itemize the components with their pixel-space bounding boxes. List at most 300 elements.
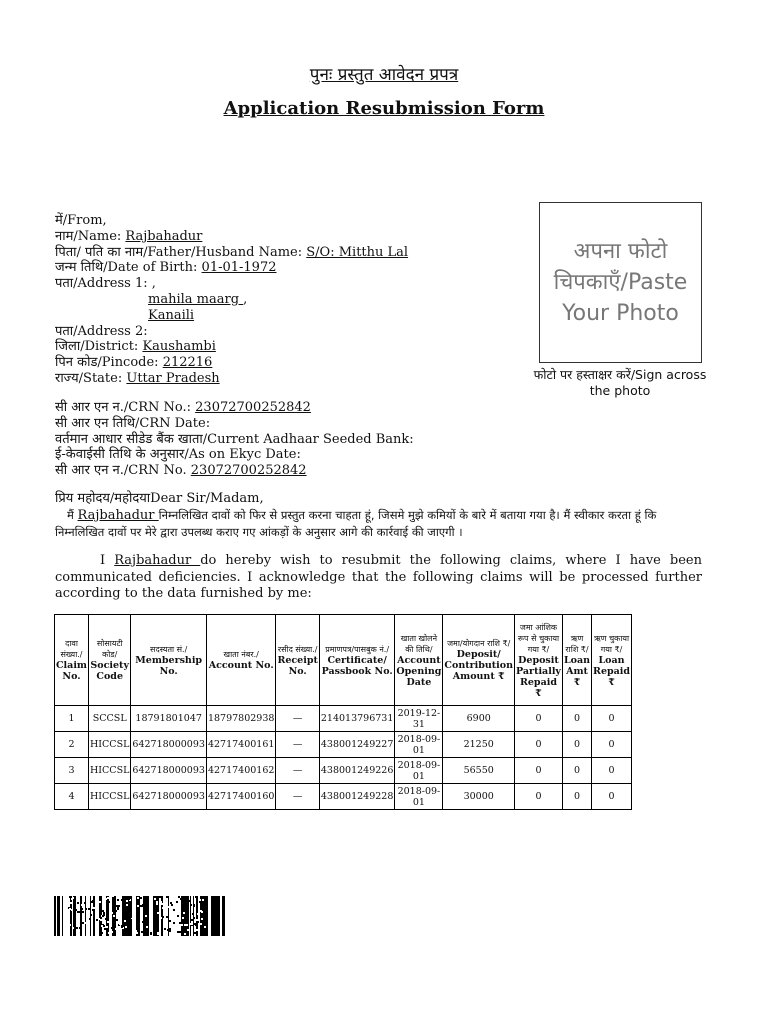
barcode-dot bbox=[85, 908, 87, 910]
barcode-dot bbox=[153, 908, 155, 910]
barcode-dot bbox=[206, 896, 208, 898]
barcode-stripe bbox=[62, 896, 63, 936]
barcode-dot bbox=[68, 927, 70, 929]
barcode-dot bbox=[193, 905, 195, 907]
pincode-row bbox=[55, 355, 525, 371]
barcode-dot bbox=[111, 912, 113, 914]
barcode-dot bbox=[206, 900, 208, 902]
barcode-dot bbox=[153, 901, 155, 903]
table-cell: 0 bbox=[515, 706, 563, 732]
crn-details bbox=[55, 400, 655, 479]
barcode-dot bbox=[166, 916, 168, 918]
barcode-dot bbox=[167, 929, 169, 931]
barcode-dot bbox=[191, 923, 193, 925]
barcode-dot bbox=[106, 926, 108, 928]
barcode-dot bbox=[169, 906, 171, 908]
state-label: राज्य/State: bbox=[55, 370, 127, 386]
barcode-dot bbox=[109, 926, 111, 928]
father-row bbox=[55, 245, 525, 261]
table-row bbox=[55, 758, 632, 784]
barcode-dot bbox=[107, 921, 109, 923]
table-cell: 2019-12-31 bbox=[395, 706, 443, 732]
table-cell: 438001249227 bbox=[319, 732, 395, 758]
header-hindi: जमा आंशिक रूप से चुकाया गया ₹/ bbox=[517, 622, 560, 654]
barcode-dot bbox=[198, 903, 200, 905]
barcode-dot bbox=[143, 928, 145, 930]
barcode-dot bbox=[78, 918, 80, 920]
barcode-dot bbox=[98, 918, 100, 920]
table-cell: 214013796731 bbox=[319, 706, 395, 732]
barcode-stripe bbox=[211, 896, 213, 936]
barcode-dot bbox=[189, 900, 191, 902]
barcode-dot bbox=[162, 916, 164, 918]
barcode-dot bbox=[115, 910, 117, 912]
table-cell: 42717400162 bbox=[206, 758, 276, 784]
barcode-dot bbox=[142, 921, 144, 923]
barcode-dot bbox=[202, 899, 204, 901]
barcode-dot bbox=[118, 905, 120, 907]
header-english: Deposit/ Contribution Amount ₹ bbox=[444, 649, 514, 682]
table-cell: 18797802938 bbox=[206, 706, 276, 732]
barcode-dot bbox=[146, 926, 148, 928]
barcode-dot bbox=[99, 901, 101, 903]
barcode-dot bbox=[145, 915, 147, 917]
barcode-dot bbox=[141, 916, 143, 918]
barcode-dot bbox=[86, 922, 88, 924]
barcode-dot bbox=[169, 928, 171, 930]
barcode-dot bbox=[134, 933, 136, 935]
address1-line3 bbox=[55, 308, 525, 324]
barcode-dot bbox=[124, 920, 126, 922]
barcode-dot bbox=[84, 922, 86, 924]
table-cell: 42717400161 bbox=[206, 732, 276, 758]
barcode-dot bbox=[179, 922, 181, 924]
barcode-dot bbox=[126, 900, 128, 902]
barcode-dot bbox=[183, 912, 185, 914]
barcode-dot bbox=[100, 923, 102, 925]
barcode-dot bbox=[121, 899, 123, 901]
barcode-dot bbox=[137, 897, 139, 899]
barcode-dot bbox=[147, 919, 149, 921]
table-cell: 4 bbox=[55, 784, 89, 810]
barcode-stripe bbox=[182, 896, 184, 936]
claims-table bbox=[54, 614, 632, 810]
barcode-dot bbox=[119, 923, 121, 925]
barcode-dot bbox=[173, 909, 175, 911]
barcode-dot bbox=[117, 907, 119, 909]
barcode-dot bbox=[175, 904, 177, 906]
barcode-dot bbox=[100, 930, 102, 932]
dob-label: जन्म तिथि/Date of Birth: bbox=[55, 260, 202, 276]
table-cell: 0 bbox=[592, 758, 632, 784]
header-hindi: सदस्यता सं./ bbox=[150, 644, 188, 654]
barcode-dot bbox=[95, 931, 97, 933]
barcode-dot bbox=[157, 932, 159, 934]
barcode-dot bbox=[197, 921, 199, 923]
barcode-dot bbox=[181, 926, 183, 928]
name-row bbox=[55, 229, 525, 245]
barcode-dot bbox=[179, 911, 181, 913]
barcode-dot bbox=[102, 910, 104, 912]
barcode-dot bbox=[92, 900, 94, 902]
table-cell: 1 bbox=[55, 706, 89, 732]
header-hindi: खाता नंबर./ bbox=[223, 650, 259, 659]
barcode-dot bbox=[141, 931, 143, 933]
crn-row bbox=[55, 400, 655, 416]
header-english: Deposit Partially Repaid ₹ bbox=[516, 654, 561, 699]
from-label: में/From, bbox=[55, 213, 107, 228]
table-cell: 642718000093 bbox=[131, 732, 207, 758]
barcode-stripe bbox=[139, 896, 140, 936]
table-cell: 438001249228 bbox=[319, 784, 395, 810]
applicant-details bbox=[55, 213, 525, 387]
address1-label: पता/Address 1: , bbox=[55, 276, 156, 292]
barcode-dot bbox=[185, 899, 187, 901]
barcode-dot bbox=[96, 896, 98, 898]
barcode-stripe bbox=[181, 896, 182, 936]
barcode-dot bbox=[146, 932, 148, 934]
barcode-dot bbox=[88, 908, 90, 910]
barcode-dot bbox=[182, 917, 184, 919]
barcode-dot bbox=[119, 913, 121, 915]
barcode-dot bbox=[113, 915, 115, 917]
barcode-dot bbox=[119, 907, 121, 909]
barcode-dot bbox=[103, 912, 105, 914]
header-english: Receipt No. bbox=[277, 654, 318, 677]
barcode-dot bbox=[96, 919, 98, 921]
table-cell: HICCSL bbox=[89, 732, 131, 758]
hindi-prefix: मैं bbox=[67, 508, 78, 522]
table-cell: 438001249226 bbox=[319, 758, 395, 784]
barcode-dot bbox=[126, 916, 128, 918]
barcode-dot bbox=[170, 900, 172, 902]
barcode-dot bbox=[76, 929, 78, 931]
barcode-dot bbox=[72, 927, 74, 929]
crn2-label: सी आर एन न./CRN No. bbox=[55, 463, 191, 479]
crn2-value: 23072700252842 bbox=[190, 463, 307, 479]
barcode-dot bbox=[202, 929, 204, 931]
table-cell: 42717400160 bbox=[206, 784, 276, 810]
barcode-dot bbox=[81, 904, 83, 906]
barcode-dot bbox=[194, 932, 196, 934]
hindi-text: निम्नलिखित दावों को फिर से प्रस्तुत करना चाहता हूं, जिसमे मुझे कमियों के बारे में बताया गया है। मैं स्वीकार करता हूं कि निम्नलिखित दावों पर मेरे द्वारा उपलब्ध कराए गए आंकड़ों के अनुसार आगे की कार्रवाई की जाएगी । bbox=[55, 508, 657, 539]
barcode-dot bbox=[77, 902, 79, 904]
barcode-dot bbox=[136, 911, 138, 913]
barcode-dot bbox=[195, 896, 197, 898]
address1-line2-suffix: , bbox=[243, 291, 248, 307]
barcode-dot bbox=[175, 899, 177, 901]
barcode-dot bbox=[105, 918, 107, 920]
table-cell: 6900 bbox=[443, 706, 515, 732]
barcode-dot bbox=[191, 919, 193, 921]
table-row bbox=[55, 732, 632, 758]
header-hindi: ऋण राशि ₹/ bbox=[565, 633, 589, 654]
father-label: पिता/ पति का नाम/Father/Husband Name: bbox=[55, 244, 307, 260]
barcode-dot bbox=[106, 914, 108, 916]
district-label: जिला/District: bbox=[55, 339, 143, 355]
declaration-name: Rajbahadur bbox=[114, 553, 201, 568]
barcode-stripe bbox=[80, 896, 82, 936]
barcode-dot bbox=[201, 918, 203, 920]
table-cell: — bbox=[276, 732, 319, 758]
barcode-stripe bbox=[218, 896, 220, 936]
header-english: Loan Amt ₹ bbox=[563, 654, 591, 688]
barcode-dot bbox=[109, 920, 111, 922]
barcode-dot bbox=[110, 929, 112, 931]
barcode-stripe bbox=[57, 896, 59, 936]
barcode-stripe bbox=[94, 896, 95, 936]
table-row bbox=[55, 784, 632, 810]
barcode-dot bbox=[186, 924, 188, 926]
barcode-dot bbox=[122, 897, 124, 899]
barcode-dot bbox=[137, 905, 139, 907]
hindi-applicant-name: Rajbahadur bbox=[77, 508, 159, 523]
barcode-dot bbox=[165, 903, 167, 905]
dob-row bbox=[55, 260, 525, 276]
barcode-dot bbox=[101, 932, 103, 934]
barcode-dot bbox=[149, 926, 151, 928]
barcode-dot bbox=[156, 903, 158, 905]
barcode-dot bbox=[181, 924, 183, 926]
photo-placeholder bbox=[539, 202, 702, 363]
table-cell: 3 bbox=[55, 758, 89, 784]
form-title-hindi: पुनः प्रस्तुत आवेदन प्रपत्र bbox=[309, 65, 459, 85]
barcode-dot bbox=[154, 898, 156, 900]
barcode-dot bbox=[71, 909, 73, 911]
table-header-cell bbox=[206, 615, 276, 706]
address2-label: पता/Address 2: bbox=[55, 323, 148, 339]
table-header-cell bbox=[395, 615, 443, 706]
barcode-dot bbox=[84, 902, 86, 904]
table-header-cell bbox=[319, 615, 395, 706]
barcode-dot bbox=[164, 928, 166, 930]
barcode-stripe bbox=[193, 896, 194, 936]
barcode-dot bbox=[200, 923, 202, 925]
barcode-dot bbox=[136, 913, 138, 915]
barcode-dot bbox=[166, 922, 168, 924]
salutation: प्रिय महोदय/महोदयाDear Sir/Madam, bbox=[55, 491, 264, 506]
barcode-dot bbox=[140, 903, 142, 905]
barcode-dot bbox=[161, 903, 163, 905]
table-header-cell bbox=[55, 615, 89, 706]
barcode-dot bbox=[164, 900, 166, 902]
barcode-dot bbox=[169, 920, 171, 922]
barcode-dot bbox=[177, 931, 179, 933]
barcode-dot bbox=[126, 904, 128, 906]
barcode-dot bbox=[136, 932, 138, 934]
barcode-dot bbox=[68, 917, 70, 919]
barcode-dot bbox=[89, 918, 91, 920]
barcode-dot bbox=[176, 923, 178, 925]
barcode-dot bbox=[160, 901, 162, 903]
header-hindi: जमा/योगदान राशि ₹/ bbox=[447, 639, 511, 648]
table-cell: 0 bbox=[562, 758, 591, 784]
barcode-dot bbox=[102, 915, 104, 917]
table-cell: 18791801047 bbox=[131, 706, 207, 732]
barcode-dot bbox=[143, 897, 145, 899]
barcode-dot bbox=[81, 908, 83, 910]
barcode-dot bbox=[68, 913, 70, 915]
barcode-dot bbox=[196, 929, 198, 931]
barcode-stripe bbox=[213, 896, 216, 936]
hindi-paragraph bbox=[55, 507, 705, 541]
barcode-dot bbox=[150, 933, 152, 935]
table-header-cell bbox=[89, 615, 131, 706]
barcode-dot bbox=[82, 913, 84, 915]
barcode-dot bbox=[72, 897, 74, 899]
barcode-dot bbox=[69, 896, 71, 898]
header-english: Certificate/ Passbook No. bbox=[321, 654, 393, 677]
barcode-dot bbox=[135, 930, 137, 932]
barcode-dot bbox=[117, 899, 119, 901]
table-header-cell bbox=[276, 615, 319, 706]
barcode-dot bbox=[149, 916, 151, 918]
table-header-cell bbox=[562, 615, 591, 706]
barcode-dot bbox=[140, 897, 142, 899]
barcode-stripe bbox=[148, 896, 149, 936]
barcode-dot bbox=[76, 927, 78, 929]
address1-line2-value: mahila maarg bbox=[148, 291, 244, 307]
table-header-cell bbox=[131, 615, 207, 706]
header-english: Account Opening Date bbox=[396, 654, 442, 688]
barcode-dot bbox=[93, 927, 95, 929]
ekyc-label: ई-केवाईसी तिथि के अनुसार/As on Ekyc Date: bbox=[55, 447, 301, 463]
table-cell: 2018-09-01 bbox=[395, 784, 443, 810]
barcode bbox=[54, 896, 225, 936]
name-value: Rajbahadur bbox=[125, 228, 203, 244]
table-cell: 0 bbox=[515, 758, 563, 784]
barcode-dot bbox=[192, 913, 194, 915]
barcode-stripe bbox=[216, 896, 218, 936]
barcode-dot bbox=[95, 908, 97, 910]
district-value: Kaushambi bbox=[142, 339, 216, 355]
barcode-dot bbox=[140, 929, 142, 931]
barcode-dot bbox=[105, 898, 107, 900]
barcode-dot bbox=[77, 911, 79, 913]
table-cell: HICCSL bbox=[89, 784, 131, 810]
barcode-dot bbox=[86, 900, 88, 902]
barcode-dot bbox=[108, 901, 110, 903]
header-hindi: खाता खोलने की तिथि/ bbox=[400, 633, 438, 654]
barcode-dot bbox=[184, 918, 186, 920]
barcode-dot bbox=[151, 897, 153, 899]
header-hindi: सोसायटी कोड/ bbox=[96, 639, 123, 659]
barcode-dot bbox=[184, 915, 186, 917]
photo-caption: फोटो पर हस्ताक्षर करें/Sign across the photo bbox=[533, 367, 707, 398]
table-cell: 2018-09-01 bbox=[395, 758, 443, 784]
barcode-dot bbox=[77, 900, 79, 902]
barcode-dot bbox=[176, 901, 178, 903]
header-english: Membership No. bbox=[135, 654, 203, 677]
barcode-stripe bbox=[59, 896, 60, 936]
barcode-dot bbox=[136, 899, 138, 901]
table-cell: HICCSL bbox=[89, 758, 131, 784]
barcode-dot bbox=[160, 917, 162, 919]
address1-line2 bbox=[55, 292, 525, 308]
district-row bbox=[55, 339, 525, 355]
table-cell: — bbox=[276, 784, 319, 810]
declaration-text: do hereby wish to resubmit the following claims, where I have been communicated deficiencies. I acknowledge that the following claims will be processed further according to the data furnished by me: bbox=[55, 553, 702, 601]
barcode-dot bbox=[204, 919, 206, 921]
barcode-dot bbox=[167, 906, 169, 908]
pincode-label: पिन कोड/Pincode: bbox=[55, 355, 163, 371]
barcode-dot bbox=[115, 928, 117, 930]
header-english: Account No. bbox=[208, 660, 274, 671]
barcode-dot bbox=[154, 912, 156, 914]
barcode-dot bbox=[169, 930, 171, 932]
barcode-dot bbox=[121, 925, 123, 927]
barcode-dot bbox=[204, 926, 206, 928]
barcode-dot bbox=[145, 917, 147, 919]
barcode-dot bbox=[171, 904, 173, 906]
barcode-dot bbox=[91, 903, 93, 905]
table-cell: 0 bbox=[592, 706, 632, 732]
table-cell: 0 bbox=[562, 706, 591, 732]
table-header-cell bbox=[443, 615, 515, 706]
state-value: Uttar Pradesh bbox=[126, 370, 220, 386]
declaration-prefix: I bbox=[100, 553, 115, 568]
table-cell: 2018-09-01 bbox=[395, 732, 443, 758]
barcode-dot bbox=[179, 906, 181, 908]
header-hindi: रसीद संख्या./ bbox=[277, 644, 318, 654]
barcode-dot bbox=[86, 928, 88, 930]
bank-label: वर्तमान आधार सीडेड बैंक खाता/Current Aadhaar Seeded Bank: bbox=[55, 431, 414, 447]
barcode-dot bbox=[197, 913, 199, 915]
table-body bbox=[55, 706, 632, 810]
father-value: S/O: Mitthu Lal bbox=[306, 244, 409, 260]
barcode-dot bbox=[120, 931, 122, 933]
barcode-dot bbox=[93, 907, 95, 909]
crn-date-label: सी आर एन तिथि/CRN Date: bbox=[55, 415, 211, 431]
table-row bbox=[55, 706, 632, 732]
table-cell: 0 bbox=[515, 732, 563, 758]
header-english: Claim No. bbox=[56, 660, 87, 682]
letter-body bbox=[55, 491, 705, 541]
declaration-paragraph bbox=[55, 553, 702, 603]
table-cell: 0 bbox=[592, 784, 632, 810]
name-label: नाम/Name: bbox=[55, 228, 126, 244]
table-cell: 0 bbox=[562, 732, 591, 758]
barcode-dot bbox=[151, 901, 153, 903]
crn2-row bbox=[55, 463, 655, 479]
table-cell: 642718000093 bbox=[131, 784, 207, 810]
barcode-dot bbox=[70, 929, 72, 931]
table-cell: — bbox=[276, 758, 319, 784]
barcode-dot bbox=[125, 926, 127, 928]
table-cell: 0 bbox=[562, 784, 591, 810]
barcode-dot bbox=[93, 920, 95, 922]
address1-line3-value: Kanaili bbox=[148, 307, 195, 323]
barcode-dot bbox=[82, 911, 84, 913]
barcode-dot bbox=[97, 909, 99, 911]
barcode-dot bbox=[79, 911, 81, 913]
barcode-dot bbox=[190, 904, 192, 906]
barcode-dot bbox=[199, 899, 201, 901]
barcode-dot bbox=[111, 931, 113, 933]
state-row bbox=[55, 371, 525, 387]
table-header-row bbox=[55, 615, 632, 706]
barcode-dot bbox=[128, 898, 130, 900]
barcode-dot bbox=[196, 919, 198, 921]
barcode-dot bbox=[101, 925, 103, 927]
barcode-dot bbox=[112, 897, 114, 899]
barcode-dot bbox=[107, 897, 109, 899]
barcode-dot bbox=[129, 902, 131, 904]
pincode-value: 212216 bbox=[162, 355, 213, 371]
barcode-stripe bbox=[158, 896, 159, 936]
barcode-dot bbox=[108, 932, 110, 934]
barcode-dot bbox=[82, 922, 84, 924]
